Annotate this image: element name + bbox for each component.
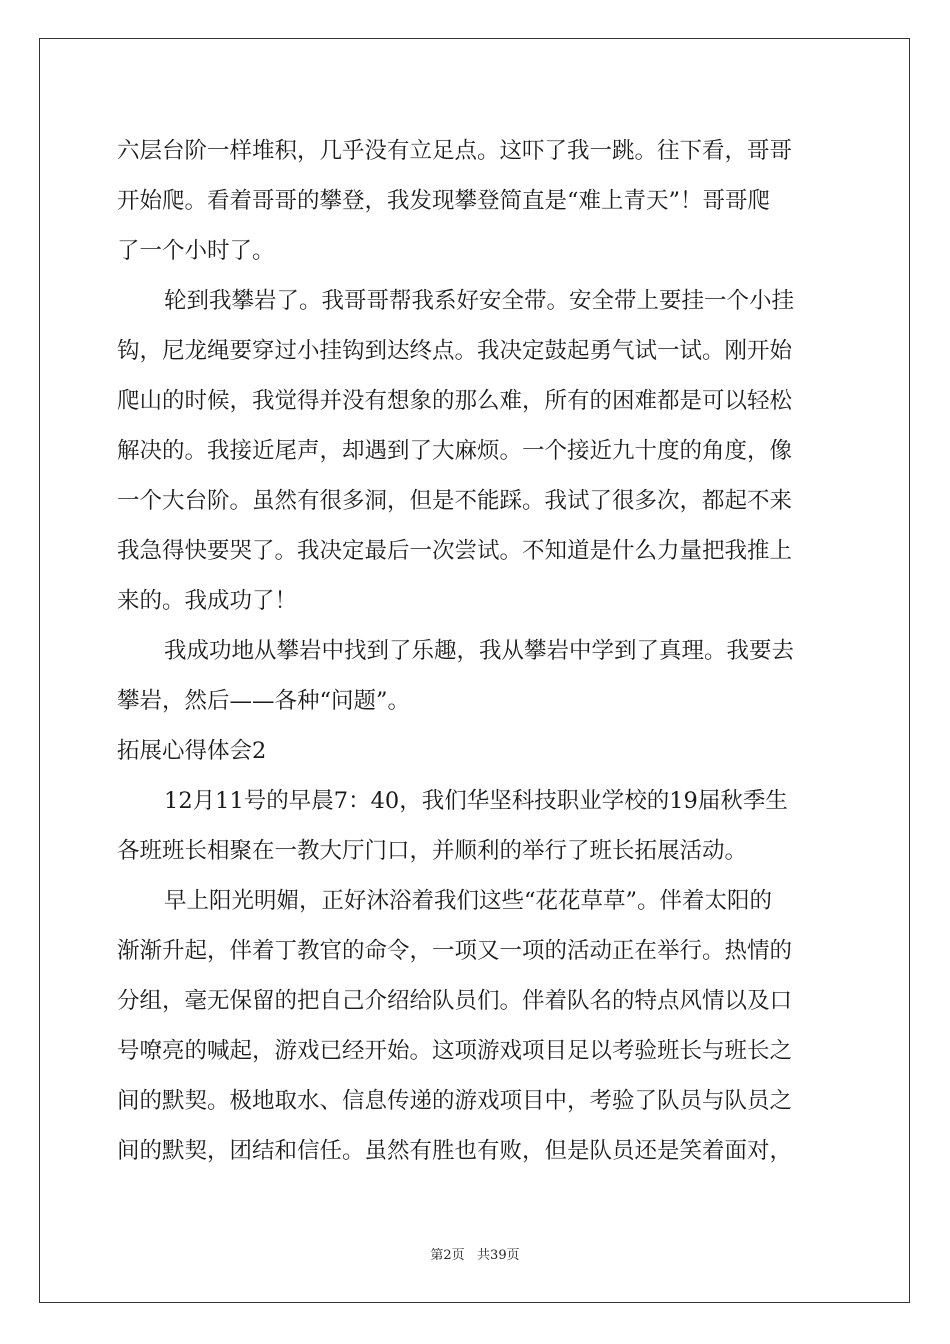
text-line: 渐渐升起，伴着丁教官的命令，一项又一项的活动正在举行。热情的	[117, 938, 793, 964]
text-line: 一个大台阶。虽然有很多洞，但是不能踩。我试了很多次，都起不来	[117, 488, 793, 514]
text-line: 早上阳光明媚，正好沐浴着我们这些“花花草草”。伴着太阳的	[164, 888, 773, 914]
text-line: 轮到我攀岩了。我哥哥帮我系好安全带。安全带上要挂一个小挂	[164, 288, 795, 314]
text-line: 分组，毫无保留的把自己介绍给队员们。伴着队名的特点风情以及口	[117, 988, 793, 1014]
document-body	[117, 126, 837, 1176]
text-line: 我成功地从攀岩中找到了乐趣，我从攀岩中学到了真理。我要去	[164, 638, 795, 664]
text-line: 攀岩，然后——各种“问题”。	[117, 688, 411, 714]
text-line: 各班班长相聚在一教大厅门口，并顺利的举行了班长拓展活动。	[117, 838, 748, 864]
text-line: 号嘹亮的喊起，游戏已经开始。这项游戏项目足以考验班长与班长之	[117, 1038, 793, 1064]
page-footer: 第2页 共39页	[430, 1248, 520, 1263]
text-line: 爬山的时候，我觉得并没有想象的那么难，所有的困难都是可以轻松	[117, 388, 793, 414]
text-line: 间的默契。极地取水、信息传递的游戏项目中，考验了队员与队员之	[117, 1088, 793, 1114]
text-line: 六层台阶一样堆积，几乎没有立足点。这吓了我一跳。往下看，哥哥	[117, 138, 793, 164]
text-line: 解决的。我接近尾声，却遇到了大麻烦。一个接近九十度的角度，像	[117, 438, 793, 464]
text-line: 我急得快要哭了。我决定最后一次尝试。不知道是什么力量把我推上	[117, 538, 793, 564]
text-line: 开始爬。看着哥哥的攀登，我发现攀登简直是“难上青天”！哥哥爬	[117, 188, 771, 214]
text-line: 12月11号的早晨7：40，我们华坚科技职业学校的19届秋季生	[164, 788, 788, 814]
text-line: 来的。我成功了！	[117, 588, 298, 614]
text-line: 了一个小时了。	[117, 238, 275, 264]
text-line: 间的默契，团结和信任。虽然有胜也有败，但是队员还是笑着面对，	[117, 1138, 793, 1164]
text-line: 钩，尼龙绳要穿过小挂钩到达终点。我决定鼓起勇气试一试。刚开始	[117, 338, 793, 364]
section-heading: 拓展心得体会2	[117, 738, 267, 764]
